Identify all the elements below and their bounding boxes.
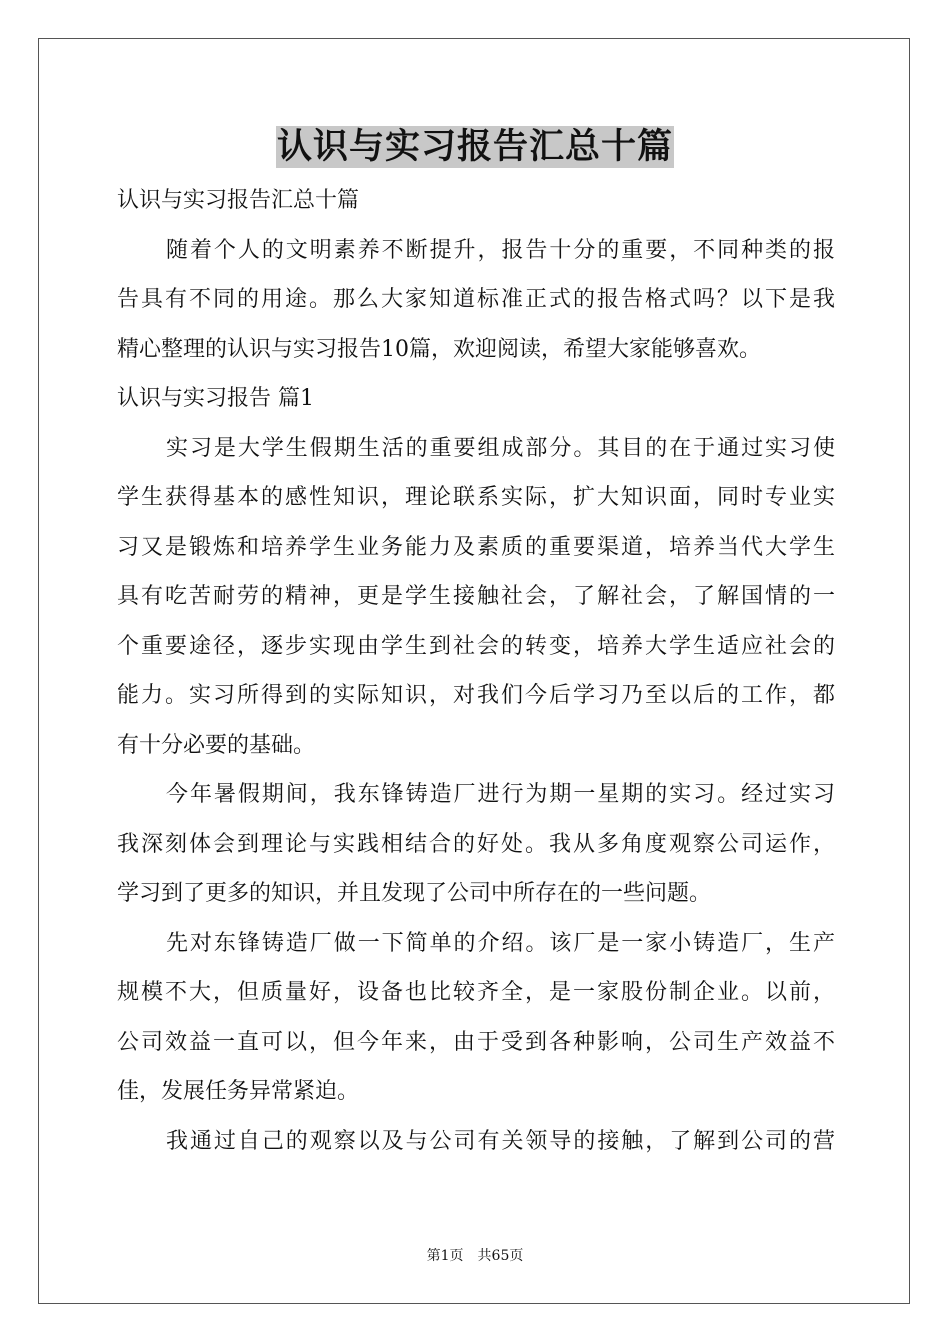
text-line: 习又是锻炼和培养学生业务能力及素质的重要渠道，培养当代大学生 — [117, 534, 835, 560]
text-line: 具有吃苦耐劳的精神，更是学生接触社会，了解社会，了解国情的一 — [117, 584, 835, 609]
text-line: 实习是大学生假期生活的重要组成部分。其目的在于通过实习使 — [166, 435, 835, 461]
title-container — [0, 126, 950, 168]
text-line: 学习到了更多的知识，并且发现了公司中所存在的一些问题。 — [117, 881, 712, 906]
text-line: 学生获得基本的感性知识，理论联系实际，扩大知识面，同时专业实 — [117, 485, 835, 510]
text-line: 佳，发展任务异常紧迫。 — [117, 1079, 360, 1104]
text-line: 我通过自己的观察以及与公司有关领导的接触，了解到公司的营 — [166, 1128, 835, 1154]
text-line: 有十分必要的基础。 — [117, 732, 316, 758]
text-line: 精心整理的认识与实习报告10篇，欢迎阅读，希望大家能够喜欢。 — [117, 336, 761, 362]
text-line: 认识与实习报告汇总十篇 — [117, 188, 360, 213]
text-line: 个重要途径，逐步实现由学生到社会的转变，培养大学生适应社会的 — [117, 633, 835, 659]
text-line: 我深刻体会到理论与实践相结合的好处。我从多角度观察公司运作， — [117, 831, 835, 857]
text-line: 规模不大，但质量好，设备也比较齐全，是一家股份制企业。以前， — [117, 980, 835, 1005]
page-footer: 第1页 共65页 — [426, 1248, 524, 1264]
text-line: 告具有不同的用途。那么大家知道标准正式的报告格式吗？以下是我 — [117, 287, 835, 312]
text-line: 今年暑假期间，我东锋铸造厂进行为期一星期的实习。经过实习 — [166, 782, 835, 807]
text-line: 能力。实习所得到的实际知识，对我们今后学习乃至以后的工作，都 — [117, 683, 835, 708]
document-title: 认识与实习报告汇总十篇 — [276, 127, 673, 167]
document-body — [117, 176, 835, 1166]
text-line: 公司效益一直可以，但今年来，由于受到各种影响，公司生产效益不 — [117, 1029, 835, 1055]
text-line: 先对东锋铸造厂做一下简单的介绍。该厂是一家小铸造厂，生产 — [166, 930, 835, 956]
text-line: 认识与实习报告 篇1 — [117, 386, 314, 411]
text-line: 随着个人的文明素养不断提升，报告十分的重要，不同种类的报 — [166, 237, 835, 263]
